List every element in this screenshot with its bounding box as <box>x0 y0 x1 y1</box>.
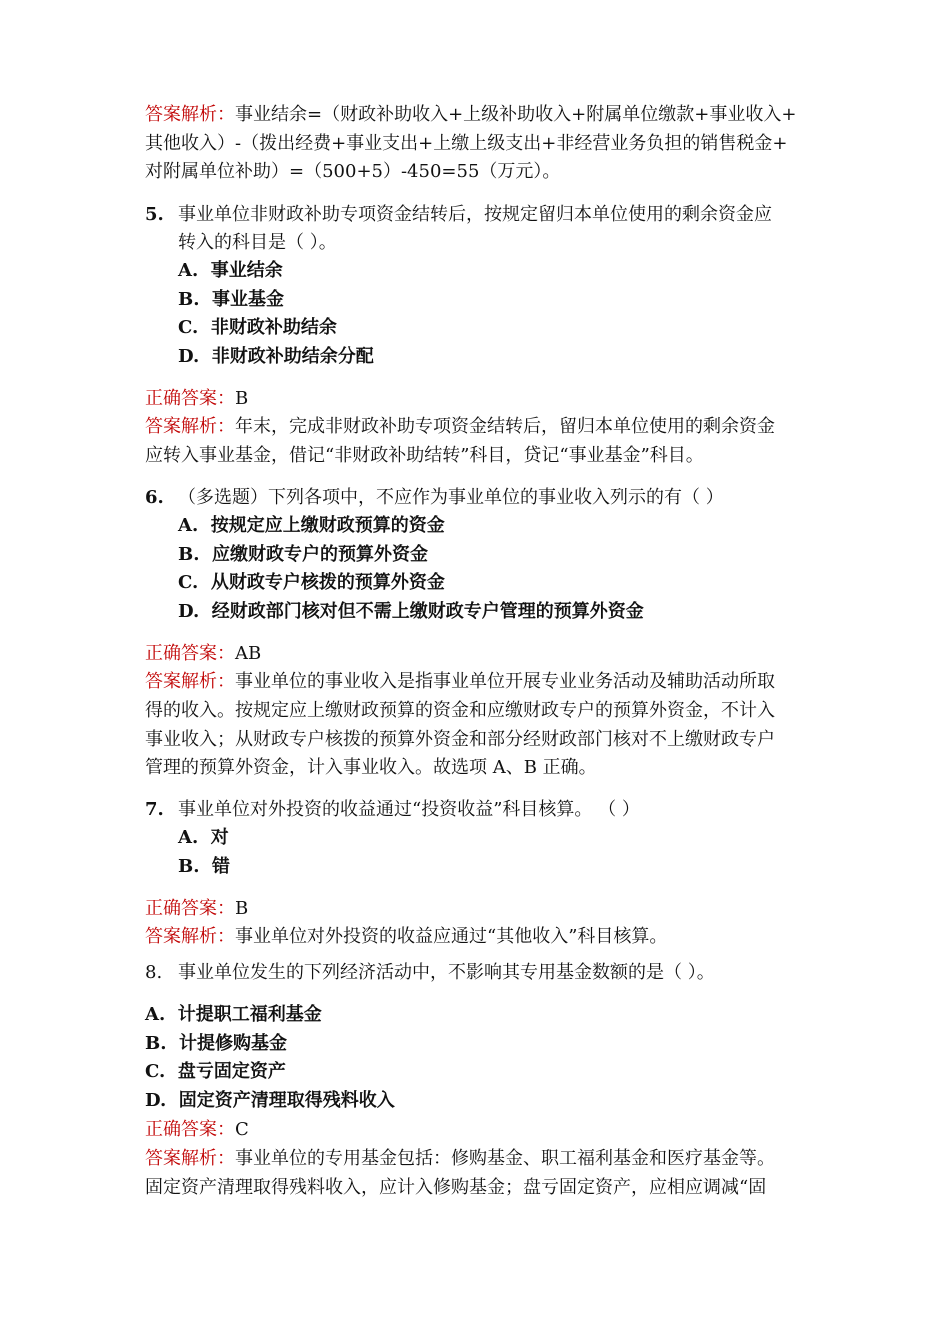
option-text: 盘亏固定资产 <box>177 1061 286 1082</box>
option-item <box>145 1001 322 1029</box>
analysis-text: 年末，完成非财政补助专项资金结转后，留归本单位使用的剩余资金 <box>235 416 775 437</box>
option-key: A. <box>178 260 199 281</box>
option-item <box>178 598 644 626</box>
answer-label: 正确答案： <box>145 388 235 409</box>
answer-line <box>145 385 248 413</box>
option-key: B. <box>145 1033 167 1054</box>
option-item <box>145 1058 286 1086</box>
option-text: 对 <box>210 827 229 848</box>
answer-value: B <box>235 388 249 409</box>
option-item <box>178 824 229 852</box>
option-item <box>178 512 445 540</box>
option-text: 事业结余 <box>210 260 283 281</box>
option-item <box>178 343 374 371</box>
analysis-label: 答案解析： <box>145 416 235 437</box>
option-item <box>145 1030 287 1058</box>
option-text: 错 <box>212 856 231 877</box>
option-text: 应缴财政专户的预算外资金 <box>212 544 429 565</box>
option-text: 按规定应上缴财政预算的资金 <box>210 515 445 536</box>
option-text: 从财政专户核拨的预算外资金 <box>210 572 445 593</box>
answer-label: 正确答案： <box>145 898 235 919</box>
analysis-text: 得的收入。按规定应上缴财政预算的资金和应缴财政专户的预算外资金，不计入 <box>145 700 775 721</box>
option-key: A. <box>178 827 199 848</box>
question-number: 8. <box>145 962 163 983</box>
answer-label: 正确答案： <box>145 1119 235 1140</box>
option-key: B. <box>178 856 200 877</box>
analysis-text: 其他收入）-（拨出经费+事业支出+上缴上级支出+非经营业务负担的销售税金+ <box>145 133 788 154</box>
answer-value: B <box>235 898 249 919</box>
option-text: 固定资产清理取得残料收入 <box>178 1090 395 1111</box>
answer-value: AB <box>235 643 262 664</box>
option-item <box>178 286 284 314</box>
option-item <box>145 1087 395 1115</box>
question-stem: 事业单位发生的下列经济活动中，不影响其专用基金数额的是（ ）。 <box>178 962 715 983</box>
option-item <box>178 257 283 285</box>
option-key: B. <box>178 544 200 565</box>
option-item <box>178 853 230 881</box>
option-key: C. <box>178 317 199 338</box>
option-key: D. <box>178 346 200 367</box>
answer-line <box>145 895 248 923</box>
analysis-line <box>145 923 667 951</box>
answer-line <box>145 1116 249 1144</box>
option-key: D. <box>145 1090 167 1111</box>
option-key: B. <box>178 289 200 310</box>
analysis-text: 固定资产清理取得残料收入，应计入修购基金；盘亏固定资产，应相应调减“固 <box>145 1177 767 1198</box>
question-stem: 事业单位非财政补助专项资金结转后，按规定留归本单位使用的剩余资金应 <box>178 204 772 225</box>
option-text: 事业基金 <box>212 289 285 310</box>
analysis-text: 事业收入；从财政专户核拨的预算外资金和部分经财政部门核对不上缴财政专户 <box>145 729 775 750</box>
analysis-line <box>145 101 796 129</box>
option-key: C. <box>178 572 199 593</box>
analysis-label: 答案解析： <box>145 1148 235 1169</box>
question-stem: 事业单位对外投资的收益通过“投资收益”科目核算。 （ ） <box>178 799 640 820</box>
analysis-text: 应转入事业基金，借记“非财政补助结转”科目，贷记“事业基金”科目。 <box>145 445 704 466</box>
option-item <box>178 569 445 597</box>
analysis-text: 事业结余=（财政补助收入+上级补助收入+附属单位缴款+事业收入+ <box>235 104 797 125</box>
analysis-label: 答案解析： <box>145 926 235 947</box>
option-key: A. <box>145 1004 166 1025</box>
analysis-label: 答案解析： <box>145 671 235 692</box>
question-number: 6. <box>145 487 164 508</box>
analysis-text: 事业单位的事业收入是指事业单位开展专业业务活动及辅助活动所取 <box>235 671 775 692</box>
analysis-text: 事业单位对外投资的收益应通过“其他收入”科目核算。 <box>235 926 668 947</box>
analysis-text: 事业单位的专用基金包括：修购基金、职工福利基金和医疗基金等。 <box>235 1148 775 1169</box>
option-text: 计提修购基金 <box>179 1033 288 1054</box>
answer-label: 正确答案： <box>145 643 235 664</box>
answer-line <box>145 640 261 668</box>
question-stem: （多选题）下列各项中，不应作为事业单位的事业收入列示的有（ ） <box>178 487 724 508</box>
option-key: A. <box>178 515 199 536</box>
option-text: 经财政部门核对但不需上缴财政专户管理的预算外资金 <box>211 601 644 622</box>
analysis-line <box>145 1145 775 1173</box>
option-item <box>178 314 337 342</box>
analysis-line <box>145 668 775 696</box>
option-text: 计提职工福利基金 <box>177 1004 322 1025</box>
analysis-text: 对附属单位补助）=（500+5）-450=55（万元）。 <box>145 161 561 182</box>
option-item <box>178 541 428 569</box>
question-number: 5. <box>145 204 164 225</box>
analysis-text: 管理的预算外资金，计入事业收入。故选项 A、B 正确。 <box>145 757 597 778</box>
analysis-line <box>145 413 775 441</box>
option-text: 非财政补助结余分配 <box>211 346 374 367</box>
analysis-label: 答案解析： <box>145 104 235 125</box>
question-stem: 转入的科目是（ ）。 <box>178 232 337 253</box>
option-key: C. <box>145 1061 166 1082</box>
answer-value: C <box>235 1119 249 1140</box>
option-text: 非财政补助结余 <box>210 317 337 338</box>
option-key: D. <box>178 601 200 622</box>
question-number: 7. <box>145 799 164 820</box>
